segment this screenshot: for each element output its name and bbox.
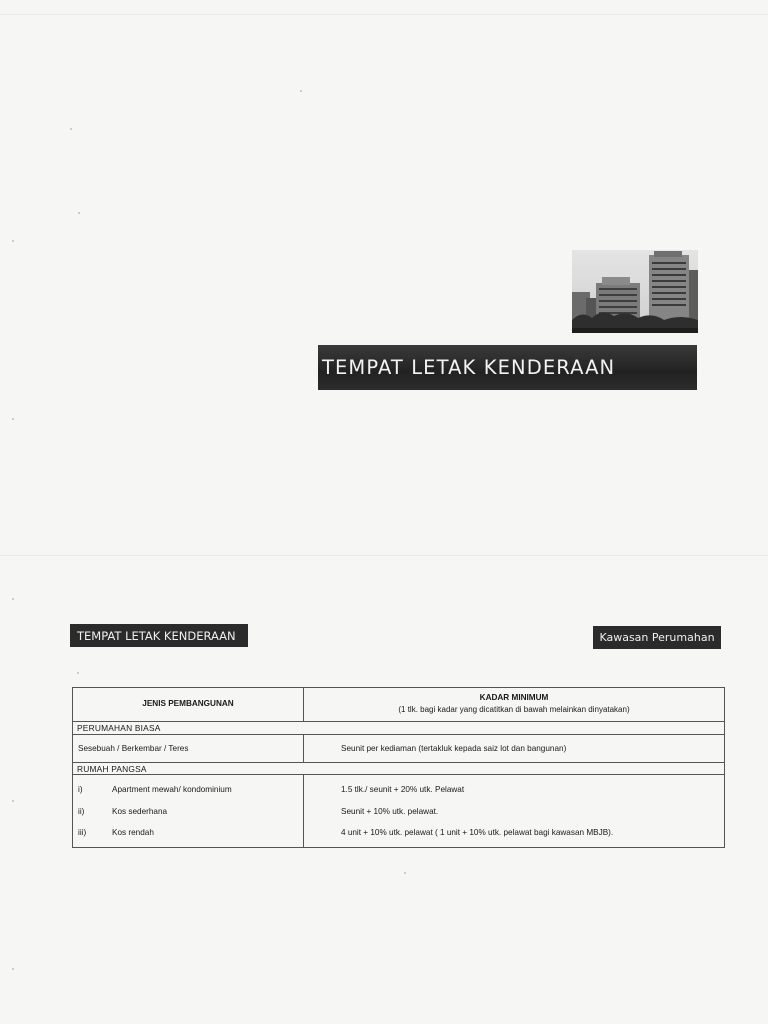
column-divider [303,774,304,848]
column-header-minimum-rate: KADAR MINIMUM [479,693,549,702]
table-row-type: Kos sederhana [112,807,168,816]
table-row-rate: Seunit per kediaman (tertakluk kepada saiz lot dan bangunan) [341,744,567,753]
row-divider [73,762,724,763]
group-label-rumah-pangsa: RUMAH PANGSA [77,764,147,774]
main-banner-title: TEMPAT LETAK KENDERAAN [322,356,616,379]
section-header [70,624,248,647]
section-header-title: TEMPAT LETAK KENDERAAN [77,628,236,643]
table-row-type: Sesebuah / Berkembar / Teres [78,744,189,753]
table-row-rate: Seunit + 10% utk. pelawat. [341,807,439,816]
parking-rate-table [72,687,725,848]
column-divider [303,734,304,762]
table-row-type: Kos rendah [112,828,154,837]
category-tag-label: Kawasan Perumahan [599,631,715,644]
category-tag [593,626,721,649]
group-label-perumahan-biasa: PERUMAHAN BIASA [77,723,161,733]
apartment-buildings-photo [572,250,698,333]
table-row-number: i) [78,785,83,794]
table-row-rate: 4 unit + 10% utk. pelawat ( 1 unit + 10% utk. pelawat bagi kawasan MBJB). [341,828,614,837]
column-header-development-type: JENIS PEMBANGUNAN [142,699,234,708]
column-divider [303,688,304,721]
main-banner [318,345,697,390]
table-row-type: Apartment mewah/ kondominium [112,785,232,794]
table-row-number: iii) [78,828,87,837]
table-row-rate: 1.5 tlk./ seunit + 20% utk. Pelawat [341,785,465,794]
table-row-number: ii) [78,807,85,816]
column-header-minimum-rate-note: (1 tlk. bagi kadar yang dicatitkan di bawah melainkan dinyatakan) [398,705,630,714]
row-divider [73,734,724,735]
row-divider [73,721,724,722]
row-divider [73,774,724,775]
